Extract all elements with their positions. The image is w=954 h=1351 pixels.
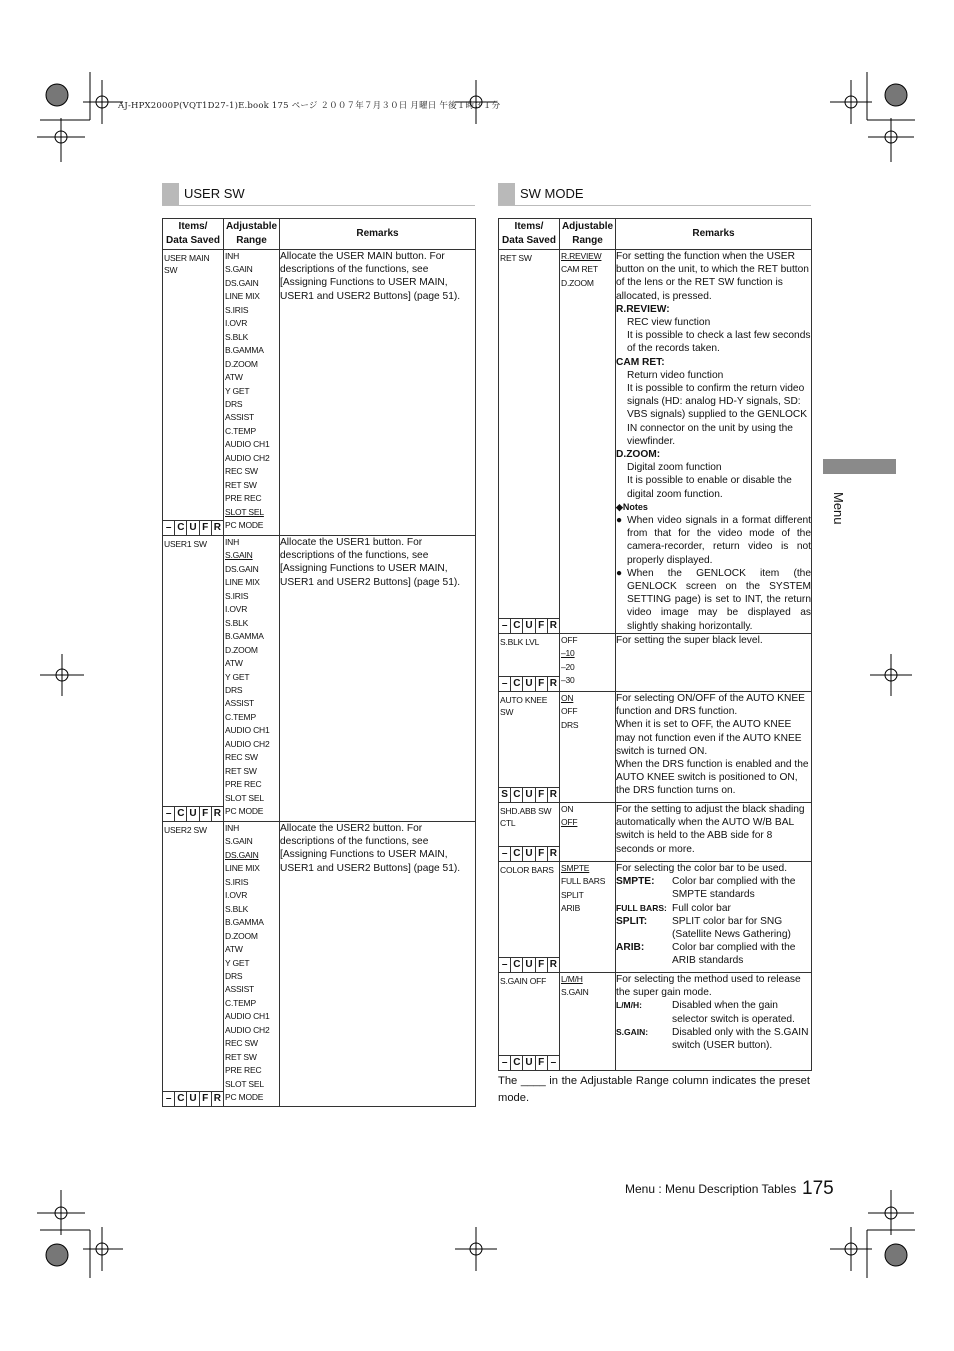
cufr-flags bbox=[499, 676, 559, 691]
range-option-preset: SMPTE bbox=[561, 862, 590, 873]
remarks-text: For selecting the color bar to be used. bbox=[616, 862, 788, 874]
footer-section-title: Menu : Menu Description Tables bbox=[625, 1182, 797, 1196]
col-header-items: Items/ Data Saved bbox=[499, 219, 560, 250]
item-cell bbox=[499, 972, 560, 1070]
user-sw-table bbox=[162, 218, 476, 1107]
flag-r: R bbox=[547, 847, 559, 861]
remarks-text: When the DRS function is enabled and the AUTO KNEE switch is positioned to ON, the DRS function turns on. bbox=[616, 758, 809, 797]
item-cell bbox=[499, 250, 560, 634]
range-option: S.IRIS bbox=[225, 876, 249, 887]
item-cell bbox=[163, 536, 224, 822]
section-title-text: USER SW bbox=[184, 186, 245, 201]
notes-heading: ◆Notes bbox=[616, 501, 648, 512]
remarks-text: For selecting the method used to release the super gain mode. bbox=[616, 973, 801, 999]
item-name: USER2 SW bbox=[164, 825, 207, 835]
range-option: LINE MIX bbox=[225, 863, 260, 874]
range-option: REC SW bbox=[225, 1038, 258, 1049]
remarks-heading: R.REVIEW: bbox=[616, 303, 670, 315]
item-name: S.GAIN OFF bbox=[500, 975, 547, 986]
range-option: INH bbox=[225, 537, 240, 547]
range-option: C.TEMP bbox=[225, 711, 256, 722]
definition-value: Disabled when the gain selector switch is operated. bbox=[672, 1000, 795, 1025]
item-cell bbox=[499, 861, 560, 972]
flag-c: C bbox=[510, 1056, 522, 1070]
flag-c: C bbox=[174, 807, 186, 821]
flag-r: R bbox=[211, 807, 223, 821]
remarks-cell bbox=[280, 822, 476, 1107]
flag-u: U bbox=[522, 847, 534, 861]
table-row-user-main-sw bbox=[163, 250, 476, 536]
range-option: PC MODE bbox=[225, 1092, 264, 1103]
item-name: SHD.ABB SW CTL bbox=[500, 805, 552, 828]
remarks-heading: D.ZOOM: bbox=[616, 449, 661, 461]
flag-c: C bbox=[510, 677, 522, 691]
range-option: C.TEMP bbox=[225, 425, 256, 436]
item-name: COLOR BARS bbox=[500, 864, 554, 875]
flag-f: F bbox=[535, 677, 547, 691]
range-cell bbox=[560, 972, 616, 1070]
range-cell bbox=[560, 250, 616, 634]
range-option: Y GET bbox=[225, 385, 250, 396]
range-option: –30 bbox=[561, 675, 575, 686]
col-header-items: Items/ Data Saved bbox=[163, 219, 224, 250]
range-option: SLOT SEL bbox=[225, 792, 264, 803]
item-cell bbox=[499, 633, 560, 691]
flag-r: R bbox=[211, 521, 223, 535]
range-option: INH bbox=[225, 251, 240, 261]
flag-u: U bbox=[186, 807, 198, 821]
range-option: ATW bbox=[225, 658, 243, 669]
range-option: ON bbox=[561, 803, 574, 814]
remarks-text: Return video function bbox=[627, 369, 724, 381]
range-option: I.OVR bbox=[225, 890, 248, 901]
flag-c: C bbox=[174, 521, 186, 535]
range-option: B.GAMMA bbox=[225, 917, 264, 928]
flag-r: R bbox=[547, 619, 559, 633]
remarks-cell bbox=[280, 536, 476, 822]
definition-value: Color bar complied with the SMPTE standards bbox=[672, 876, 796, 901]
definition-key: S.GAIN: bbox=[616, 1026, 649, 1037]
flag-dash: – bbox=[165, 522, 172, 533]
range-option: DRS bbox=[225, 970, 243, 981]
remarks-cell bbox=[616, 250, 812, 634]
range-option: DS.GAIN bbox=[225, 563, 259, 574]
range-option: LINE MIX bbox=[225, 291, 260, 302]
flag-f: F bbox=[535, 847, 547, 861]
range-option: REC SW bbox=[225, 752, 258, 763]
note-text: When video signals in a format different from that for the video mode of the camera-recorder, return video is not properly displayed. bbox=[627, 515, 811, 566]
cufr-flags bbox=[499, 957, 559, 972]
range-option: CAM RET bbox=[561, 264, 598, 275]
flag-dash: – bbox=[501, 847, 508, 859]
item-cell bbox=[163, 822, 224, 1107]
range-option: OFF bbox=[561, 706, 578, 717]
flag-dash: – bbox=[501, 1056, 508, 1068]
flag-dash: – bbox=[501, 677, 508, 689]
range-option: S.IRIS bbox=[225, 304, 249, 315]
remarks-cell bbox=[616, 691, 812, 802]
table-row-user2-sw bbox=[163, 822, 476, 1107]
item-cell bbox=[499, 802, 560, 861]
remarks-cell bbox=[280, 250, 476, 536]
range-option: C.TEMP bbox=[225, 997, 256, 1008]
remarks-text: Digital zoom function bbox=[627, 462, 722, 474]
remarks-heading: CAM RET: bbox=[616, 356, 665, 368]
range-option: FULL BARS bbox=[561, 876, 606, 887]
remarks-text: Allocate the USER1 button. For descriptions of the functions, see [Assigning Functions to USER MAIN, USER1 and USER2 Buttons] (page 51). bbox=[280, 537, 461, 588]
range-cell bbox=[560, 633, 616, 691]
table-row-ret-sw bbox=[499, 250, 812, 634]
definition-row bbox=[616, 1026, 811, 1052]
range-option: AUDIO CH1 bbox=[225, 439, 270, 450]
note-bullet bbox=[616, 567, 811, 633]
range-option: D.ZOOM bbox=[225, 644, 258, 655]
range-option: ASSIST bbox=[225, 412, 255, 423]
flag-u: U bbox=[522, 619, 534, 633]
range-option: ASSIST bbox=[225, 698, 255, 709]
table-row-shd-abb-sw-ctl bbox=[499, 802, 812, 861]
definition-row bbox=[616, 915, 811, 941]
range-option: LINE MIX bbox=[225, 577, 260, 588]
range-option: RET SW bbox=[225, 479, 257, 490]
range-option-preset: SLOT SEL bbox=[225, 506, 264, 517]
range-option: DRS bbox=[225, 398, 243, 409]
range-option: PC MODE bbox=[225, 806, 264, 817]
section-title-text: SW MODE bbox=[520, 186, 584, 201]
flag-f: F bbox=[535, 788, 547, 802]
range-cell bbox=[224, 822, 280, 1107]
definition-row bbox=[616, 902, 811, 915]
range-option: S.BLK bbox=[225, 331, 249, 342]
range-option-preset: L/M/H bbox=[561, 973, 583, 984]
flag-c: C bbox=[510, 958, 522, 972]
flag-dash: – bbox=[547, 1056, 559, 1070]
bullet-icon: ● bbox=[616, 567, 623, 579]
range-cell bbox=[224, 536, 280, 822]
section-title-sw-mode bbox=[498, 183, 811, 206]
remarks-cell bbox=[616, 972, 812, 1070]
table-row-s-gain-off bbox=[499, 972, 812, 1070]
side-tab-marker bbox=[823, 459, 896, 474]
range-option: PC MODE bbox=[225, 520, 264, 531]
range-option: B.GAMMA bbox=[225, 631, 264, 642]
item-name: S.BLK LVL bbox=[500, 636, 540, 647]
table-row-auto-knee-sw bbox=[499, 691, 812, 802]
sw-mode-table bbox=[498, 218, 812, 1071]
col-header-range: Adjustable Range bbox=[224, 219, 280, 250]
remarks-text: It is possible to enable or disable the digital zoom function. bbox=[627, 475, 792, 500]
remarks-text: Allocate the USER MAIN button. For descriptions of the functions, see [Assigning Functions to USER MAIN, USER1 and USER2 Buttons] (page 51). bbox=[280, 251, 461, 302]
col-header-remarks: Remarks bbox=[280, 219, 476, 250]
range-option: S.BLK bbox=[225, 903, 249, 914]
definition-row bbox=[616, 875, 811, 901]
range-option: S.GAIN bbox=[225, 264, 253, 275]
range-option: PRE REC bbox=[225, 493, 262, 504]
table-row-user1-sw bbox=[163, 536, 476, 822]
remarks-text: When it is set to OFF, the AUTO KNEE may not function even if the AUTO KNEE switch is turned ON. bbox=[616, 719, 802, 757]
remarks-cell bbox=[616, 861, 812, 972]
range-option: S.GAIN bbox=[561, 987, 589, 998]
definition-key: FULL BARS: bbox=[616, 902, 667, 913]
cufr-flags bbox=[499, 846, 559, 861]
range-option: DRS bbox=[225, 684, 243, 695]
flag-u: U bbox=[186, 521, 198, 535]
range-option-preset: R.REVIEW bbox=[561, 251, 602, 261]
flag-dash: – bbox=[165, 808, 172, 819]
section-bar bbox=[498, 183, 515, 205]
range-option: Y GET bbox=[225, 957, 250, 968]
note-text: When the GENLOCK item (the GENLOCK screen on the SYSTEM SETTING page) is set to INT, the return video image may be displayed as slightly shaking horizontally. bbox=[627, 567, 811, 632]
range-option: REC SW bbox=[225, 466, 258, 477]
range-option: AUDIO CH2 bbox=[225, 1024, 270, 1035]
range-option: DRS bbox=[561, 719, 579, 730]
range-option-preset: S.GAIN bbox=[225, 550, 253, 561]
flag-u: U bbox=[522, 788, 534, 802]
cufr-flags bbox=[499, 787, 559, 802]
remarks-text: Allocate the USER2 button. For descriptions of the functions, see [Assigning Functions to USER MAIN, USER1 and USER2 Buttons] (page 51). bbox=[280, 823, 461, 874]
range-option: D.ZOOM bbox=[225, 930, 258, 941]
definition-value: Full color bar bbox=[672, 902, 731, 914]
definition-value: Color bar complied with the ARIB standards bbox=[672, 942, 796, 967]
flag-u: U bbox=[186, 1092, 198, 1106]
range-option: AUDIO CH1 bbox=[225, 1011, 270, 1022]
note-bullet bbox=[616, 514, 811, 567]
flag-dash: – bbox=[501, 619, 508, 631]
range-cell bbox=[560, 861, 616, 972]
remarks-text: For setting the super black level. bbox=[616, 634, 763, 646]
range-option-preset: DS.GAIN bbox=[225, 849, 259, 860]
definition-value: Disabled only with the S.GAIN switch (USER button). bbox=[672, 1026, 809, 1051]
range-option: PRE REC bbox=[225, 1065, 262, 1076]
flag-r: R bbox=[547, 677, 559, 691]
range-option-preset: –10 bbox=[561, 648, 575, 659]
cufr-flags bbox=[163, 806, 223, 821]
flag-u: U bbox=[522, 677, 534, 691]
cufr-flags bbox=[499, 1055, 559, 1070]
definition-row bbox=[616, 999, 811, 1025]
cufr-flags bbox=[163, 520, 223, 535]
flag-f: F bbox=[535, 619, 547, 633]
col-header-range: Adjustable Range bbox=[560, 219, 616, 250]
range-option: RET SW bbox=[225, 1051, 257, 1062]
range-option: S.IRIS bbox=[225, 590, 249, 601]
definition-key: SPLIT: bbox=[616, 915, 648, 927]
remarks-cell bbox=[616, 633, 812, 691]
range-option: PRE REC bbox=[225, 779, 262, 790]
range-option: AUDIO CH2 bbox=[225, 452, 270, 463]
range-option: –20 bbox=[561, 661, 575, 672]
range-option: INH bbox=[225, 823, 240, 833]
flag-dash: – bbox=[165, 1093, 172, 1104]
remarks-text: REC view function bbox=[627, 317, 711, 329]
remarks-text: For setting the function when the USER button on the unit, to which the RET button of the lens or the RET SW function is allocated, is pressed. bbox=[616, 251, 809, 302]
range-option: D.ZOOM bbox=[225, 358, 258, 369]
flag-r: R bbox=[547, 958, 559, 972]
definition-value: SPLIT color bar for SNG (Satellite News Gathering) bbox=[672, 915, 791, 940]
range-option: D.ZOOM bbox=[561, 277, 594, 288]
flag-c: C bbox=[174, 1092, 186, 1106]
item-name: USER1 SW bbox=[164, 539, 207, 549]
range-option: OFF bbox=[561, 634, 578, 645]
flag-u: U bbox=[522, 958, 534, 972]
range-option: ASSIST bbox=[225, 984, 255, 995]
definition-row bbox=[616, 941, 811, 967]
remarks-text: For the setting to adjust the black shading automatically when the AUTO W/B BAL switch is held to the ABB side for 8 seconds or more. bbox=[616, 803, 805, 855]
range-option-preset: ON bbox=[561, 692, 574, 703]
range-option: AUDIO CH1 bbox=[225, 725, 270, 736]
table-row-sblk-lvl bbox=[499, 633, 812, 691]
remarks-text: It is possible to check a last few seconds of the records taken. bbox=[627, 330, 811, 355]
section-title-user-sw bbox=[162, 183, 475, 206]
definition-key: L/M/H: bbox=[616, 1000, 642, 1011]
bullet-icon: ● bbox=[616, 515, 623, 527]
flag-f: F bbox=[199, 807, 211, 821]
range-option: B.GAMMA bbox=[225, 345, 264, 356]
cufr-flags bbox=[499, 618, 559, 633]
table-row-color-bars bbox=[499, 861, 812, 972]
remarks-text: It is possible to confirm the return video signals (HD: analog HD-Y signals, SD: VBS signals) supplied to the GENLOCK IN connector on the unit by using the viewfinder. bbox=[627, 383, 808, 447]
range-cell bbox=[560, 802, 616, 861]
remarks-text: For selecting ON/OFF of the AUTO KNEE function and DRS function. bbox=[616, 692, 805, 718]
flag-f: F bbox=[199, 521, 211, 535]
range-option: S.BLK bbox=[225, 617, 249, 628]
range-cell bbox=[224, 250, 280, 536]
item-name: RET SW bbox=[500, 253, 532, 263]
item-name: USER MAIN SW bbox=[164, 253, 210, 275]
flag-c: C bbox=[510, 619, 522, 633]
range-option: RET SW bbox=[225, 765, 257, 776]
flag-r: R bbox=[547, 788, 559, 802]
remarks-cell bbox=[616, 802, 812, 861]
page-number: 175 bbox=[802, 1178, 834, 1199]
range-cell bbox=[560, 691, 616, 802]
range-option: ATW bbox=[225, 372, 243, 383]
flag-dash: – bbox=[501, 958, 508, 970]
range-option: AUDIO CH2 bbox=[225, 738, 270, 749]
range-option: I.OVR bbox=[225, 604, 248, 615]
flag-r: R bbox=[211, 1092, 223, 1106]
flag-u: U bbox=[522, 1056, 534, 1070]
side-label-menu: Menu bbox=[831, 492, 846, 525]
col-header-remarks: Remarks bbox=[616, 219, 812, 250]
range-option-preset: OFF bbox=[561, 817, 578, 828]
flag-c: C bbox=[510, 847, 522, 861]
range-option: Y GET bbox=[225, 671, 250, 682]
item-cell bbox=[163, 250, 224, 536]
range-option: ARIB bbox=[561, 903, 581, 914]
preset-footnote: The ____ in the Adjustable Range column indicates the preset mode. bbox=[498, 1075, 810, 1104]
flag-c: C bbox=[510, 788, 522, 802]
range-option: I.OVR bbox=[225, 318, 248, 329]
section-bar bbox=[162, 183, 179, 205]
cufr-flags bbox=[163, 1091, 223, 1106]
range-option: SLOT SEL bbox=[225, 1078, 264, 1089]
flag-f: F bbox=[199, 1092, 211, 1106]
range-option: SPLIT bbox=[561, 889, 584, 900]
definition-key: ARIB: bbox=[616, 942, 645, 954]
definition-key: SMPTE: bbox=[616, 876, 655, 888]
flag-f: F bbox=[535, 958, 547, 972]
range-option: ATW bbox=[225, 944, 243, 955]
range-option: S.GAIN bbox=[225, 836, 253, 847]
print-header-line: AJ-HPX2000P(VQT1D27-1)E.book 175 ページ ２００７年７月３０日 月曜日 午後１時３１分 bbox=[118, 101, 501, 111]
item-name: AUTO KNEE SW bbox=[500, 694, 548, 717]
flag-s: S bbox=[501, 788, 508, 800]
item-cell bbox=[499, 691, 560, 802]
range-option: DS.GAIN bbox=[225, 277, 259, 288]
flag-f: F bbox=[535, 1056, 547, 1070]
